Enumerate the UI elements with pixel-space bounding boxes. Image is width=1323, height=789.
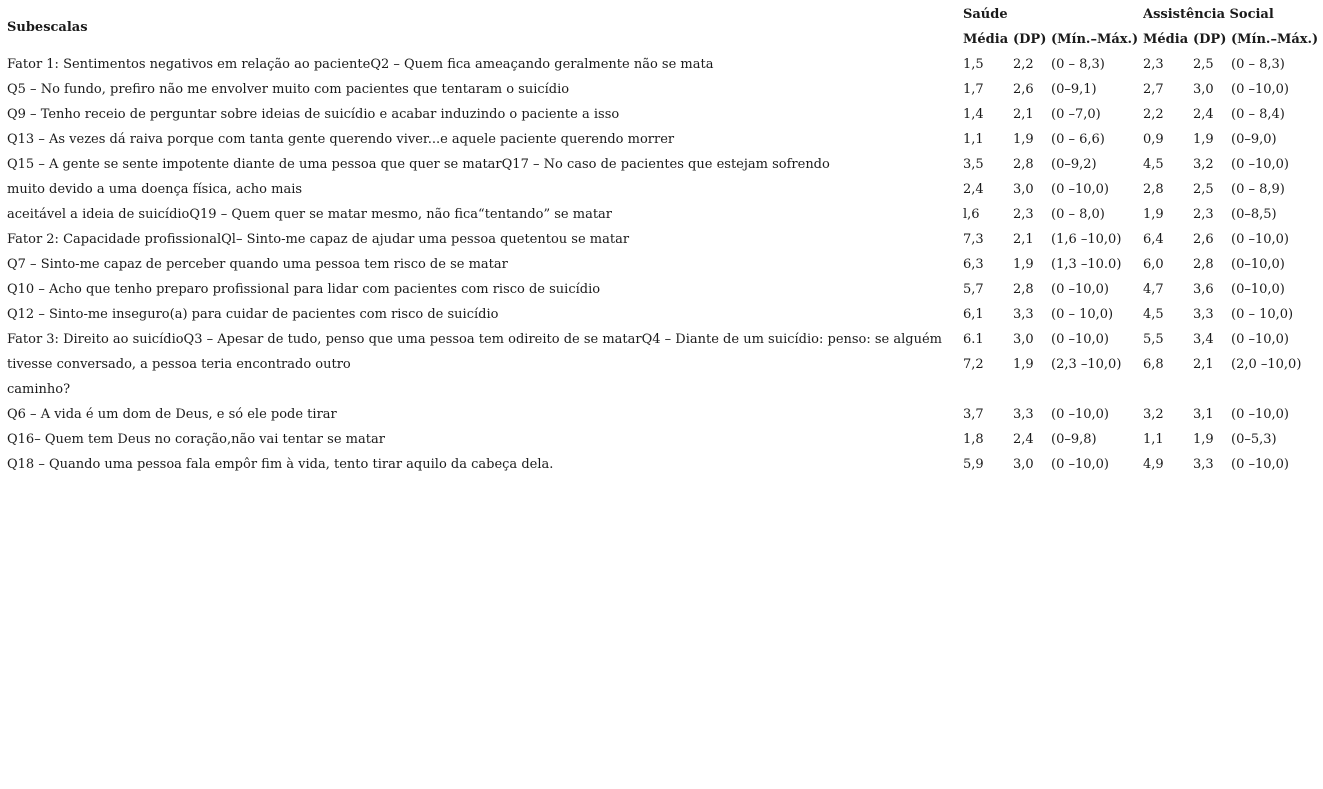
saude-media-cell: 6,3 [963, 257, 984, 272]
saude-range-cell: (0–9,8) [1051, 432, 1097, 447]
table-row [0, 152, 1323, 177]
assistencia-media-cell: 4,9 [1143, 457, 1164, 472]
saude-media-cell: l,6 [963, 207, 980, 222]
saude-dp-header: (DP) [1013, 32, 1047, 47]
assistencia-dp-cell: 3,1 [1193, 407, 1214, 422]
assistencia-media-cell: 2,3 [1143, 57, 1164, 72]
assistencia-range-cell [1231, 377, 1323, 402]
saude-dp-cell: 2,4 [1013, 432, 1034, 447]
row-label: Q10 – Acho que tenho preparo profissional para lidar com pacientes com risco de suicídio [7, 282, 601, 297]
saude-dp-cell: 2,3 [1013, 207, 1034, 222]
saude-media-cell: 7,3 [963, 232, 984, 247]
table-body [0, 52, 1323, 477]
assistencia-range-cell: (2,0 –10,0) [1231, 357, 1302, 372]
table-row [0, 102, 1323, 127]
assistencia-range-cell: (0 – 8,3) [1231, 57, 1285, 72]
assistencia-dp-cell: 1,9 [1193, 432, 1214, 447]
table-row [0, 277, 1323, 302]
assistencia-range-cell: (0–10,0) [1231, 282, 1285, 297]
assistencia-media-header: Média [1143, 32, 1189, 47]
table-row [0, 327, 1323, 352]
assistencia-range-cell: (0 – 8,9) [1231, 182, 1285, 197]
assistencia-media-cell [1143, 377, 1193, 402]
saude-dp-cell: 2,2 [1013, 57, 1034, 72]
assistencia-media-cell: 1,1 [1143, 432, 1164, 447]
assistencia-range-header: (Mín.–Máx.) [1231, 32, 1319, 47]
saude-range-cell: (0 –10,0) [1051, 407, 1109, 422]
saude-media-header: Média [963, 32, 1009, 47]
assistencia-media-cell: 4,5 [1143, 157, 1164, 172]
table-row [0, 127, 1323, 152]
saude-range-cell: (0 –10,0) [1051, 332, 1109, 347]
assistencia-dp-cell: 2,3 [1193, 207, 1214, 222]
assistencia-range-cell: (0 –10,0) [1231, 232, 1289, 247]
assistencia-range-cell: (0 – 8,4) [1231, 107, 1285, 122]
row-label: Fator 1: Sentimentos negativos em relação ao pacienteQ2 – Quem fica ameaçando geralmente não se mata [7, 57, 714, 72]
assistencia-range-cell: (0 –10,0) [1231, 82, 1289, 97]
assistencia-media-cell: 1,9 [1143, 207, 1164, 222]
saude-range-cell: (0 –10,0) [1051, 282, 1109, 297]
table-row [0, 52, 1323, 77]
saude-media-cell: 5,7 [963, 282, 984, 297]
saude-dp-cell: 3,3 [1013, 307, 1034, 322]
saude-range-cell: (2,3 –10,0) [1051, 357, 1122, 372]
table-row [0, 252, 1323, 277]
assistencia-range-cell: (0 –10,0) [1231, 157, 1289, 172]
saude-range-cell: (0 – 8,0) [1051, 207, 1105, 222]
assistencia-media-cell: 4,5 [1143, 307, 1164, 322]
table-row [0, 227, 1323, 252]
subscales-header: Subescalas [7, 19, 88, 35]
assistencia-dp-cell: 2,5 [1193, 182, 1214, 197]
saude-range-cell [1051, 377, 1143, 402]
saude-range-cell: (0 – 10,0) [1051, 307, 1114, 322]
saude-media-cell: 6,1 [963, 307, 984, 322]
saude-range-cell: (1,3 –10.0) [1051, 257, 1122, 272]
saude-dp-cell: 3,3 [1013, 407, 1034, 422]
table-row [0, 352, 1323, 377]
saude-media-cell [963, 377, 1013, 402]
assistencia-range-cell: (0 –10,0) [1231, 457, 1289, 472]
saude-range-cell: (1,6 –10,0) [1051, 232, 1122, 247]
row-label: Fator 2: Capacidade profissionalQl– Sinto-me capaz de ajudar uma pessoa quetentou se matar [7, 232, 630, 247]
row-label: Q7 – Sinto-me capaz de perceber quando uma pessoa tem risco de se matar [7, 257, 508, 272]
subscales-table [0, 2, 1323, 477]
saude-media-cell: 1,5 [963, 57, 984, 72]
saude-media-cell: 5,9 [963, 457, 984, 472]
saude-dp-cell: 2,1 [1013, 232, 1034, 247]
saude-media-cell: 1,1 [963, 132, 984, 147]
assistencia-media-cell: 2,2 [1143, 107, 1164, 122]
assistencia-range-cell: (0 –10,0) [1231, 332, 1289, 347]
assistencia-dp-cell: 2,8 [1193, 257, 1214, 272]
assistencia-dp-cell: 3,3 [1193, 307, 1214, 322]
assistencia-media-cell: 5,5 [1143, 332, 1164, 347]
assistencia-media-cell: 6,0 [1143, 257, 1164, 272]
assistencia-range-cell: (0 –10,0) [1231, 407, 1289, 422]
saude-range-header: (Mín.–Máx.) [1051, 32, 1139, 47]
saude-media-cell: 3,7 [963, 407, 984, 422]
saude-dp-cell: 3,0 [1013, 457, 1034, 472]
saude-range-cell: (0–9,2) [1051, 157, 1097, 172]
row-label: Q6 – A vida é um dom de Deus, e só ele pode tirar [7, 407, 337, 422]
assistencia-range-cell: (0–8,5) [1231, 207, 1277, 222]
saude-dp-cell: 2,8 [1013, 282, 1034, 297]
row-label: Q9 – Tenho receio de perguntar sobre ideias de suicídio e acabar induzindo o paciente a isso [7, 107, 620, 122]
assistencia-dp-cell: 3,6 [1193, 282, 1214, 297]
row-label: Q15 – A gente se sente impotente diante de uma pessoa que quer se matarQ17 – No caso de pacientes que estejam sofrendo [7, 157, 830, 172]
saude-media-cell: 1,4 [963, 107, 984, 122]
row-label: Q5 – No fundo, prefiro não me envolver muito com pacientes que tentaram o suicídio [7, 82, 570, 97]
saude-range-cell: (0 –10,0) [1051, 182, 1109, 197]
row-label: aceitável a ideia de suicídioQ19 – Quem quer se matar mesmo, não fica“tentando” se matar [7, 207, 613, 222]
assistencia-media-cell: 2,8 [1143, 182, 1164, 197]
group-assistencia-header: Assistência Social [1143, 7, 1274, 22]
saude-range-cell: (0 –10,0) [1051, 457, 1109, 472]
saude-media-cell: 1,8 [963, 432, 984, 447]
saude-dp-cell: 3,0 [1013, 182, 1034, 197]
assistencia-dp-cell: 3,0 [1193, 82, 1214, 97]
table-row [0, 77, 1323, 102]
assistencia-dp-cell: 3,4 [1193, 332, 1214, 347]
assistencia-dp-cell: 3,3 [1193, 457, 1214, 472]
saude-dp-cell: 3,0 [1013, 332, 1034, 347]
table-row [0, 302, 1323, 327]
table-row [0, 177, 1323, 202]
assistencia-dp-cell: 2,6 [1193, 232, 1214, 247]
assistencia-media-cell: 4,7 [1143, 282, 1164, 297]
assistencia-range-cell: (0–5,3) [1231, 432, 1277, 447]
table-row [0, 377, 1323, 402]
assistencia-dp-cell [1193, 377, 1231, 402]
saude-range-cell: (0 – 6,6) [1051, 132, 1105, 147]
row-label: Q18 – Quando uma pessoa fala empôr fim à vida, tento tirar aquilo da cabeça dela. [7, 457, 554, 472]
saude-range-cell: (0 – 8,3) [1051, 57, 1105, 72]
assistencia-media-cell: 6,4 [1143, 232, 1164, 247]
assistencia-range-cell: (0–10,0) [1231, 257, 1285, 272]
assistencia-media-cell: 0,9 [1143, 132, 1164, 147]
header-row-groups [0, 2, 1323, 27]
assistencia-media-cell: 3,2 [1143, 407, 1164, 422]
row-label: caminho? [7, 382, 71, 397]
saude-dp-cell: 1,9 [1013, 357, 1034, 372]
saude-media-cell: 3,5 [963, 157, 984, 172]
assistencia-dp-header: (DP) [1193, 32, 1227, 47]
assistencia-dp-cell: 2,4 [1193, 107, 1214, 122]
saude-range-cell: (0–9,1) [1051, 82, 1097, 97]
row-label: Q16– Quem tem Deus no coração,não vai tentar se matar [7, 432, 385, 447]
assistencia-range-cell: (0–9,0) [1231, 132, 1277, 147]
group-saude-header: Saúde [963, 7, 1008, 22]
saude-range-cell: (0 –7,0) [1051, 107, 1101, 122]
assistencia-range-cell: (0 – 10,0) [1231, 307, 1294, 322]
table-header [0, 2, 1323, 52]
assistencia-dp-cell: 2,5 [1193, 57, 1214, 72]
saude-media-cell: 7,2 [963, 357, 984, 372]
saude-media-cell: 2,4 [963, 182, 984, 197]
row-label: Q12 – Sinto-me inseguro(a) para cuidar de pacientes com risco de suicídio [7, 307, 499, 322]
row-label: muito devido a uma doença física, acho mais [7, 182, 303, 197]
row-label: Q13 – As vezes dá raiva porque com tanta gente querendo viver...e aquele paciente querendo morrer [7, 132, 675, 147]
saude-dp-cell: 1,9 [1013, 257, 1034, 272]
saude-dp-cell [1013, 377, 1051, 402]
row-label: tivesse conversado, a pessoa teria encontrado outro [7, 357, 351, 372]
table-row [0, 402, 1323, 427]
table-row [0, 452, 1323, 477]
assistencia-dp-cell: 1,9 [1193, 132, 1214, 147]
saude-media-cell: 6.1 [963, 332, 984, 347]
saude-dp-cell: 2,8 [1013, 157, 1034, 172]
table-row [0, 427, 1323, 452]
table-row [0, 202, 1323, 227]
saude-dp-cell: 1,9 [1013, 132, 1034, 147]
saude-dp-cell: 2,1 [1013, 107, 1034, 122]
saude-media-cell: 1,7 [963, 82, 984, 97]
saude-dp-cell: 2,6 [1013, 82, 1034, 97]
assistencia-media-cell: 2,7 [1143, 82, 1164, 97]
assistencia-media-cell: 6,8 [1143, 357, 1164, 372]
assistencia-dp-cell: 3,2 [1193, 157, 1214, 172]
row-label: Fator 3: Direito ao suicídioQ3 – Apesar de tudo, penso que uma pessoa tem odireito de se matarQ4 – Diante de um suicídio: penso: se alguém [7, 332, 943, 347]
assistencia-dp-cell: 2,1 [1193, 357, 1214, 372]
